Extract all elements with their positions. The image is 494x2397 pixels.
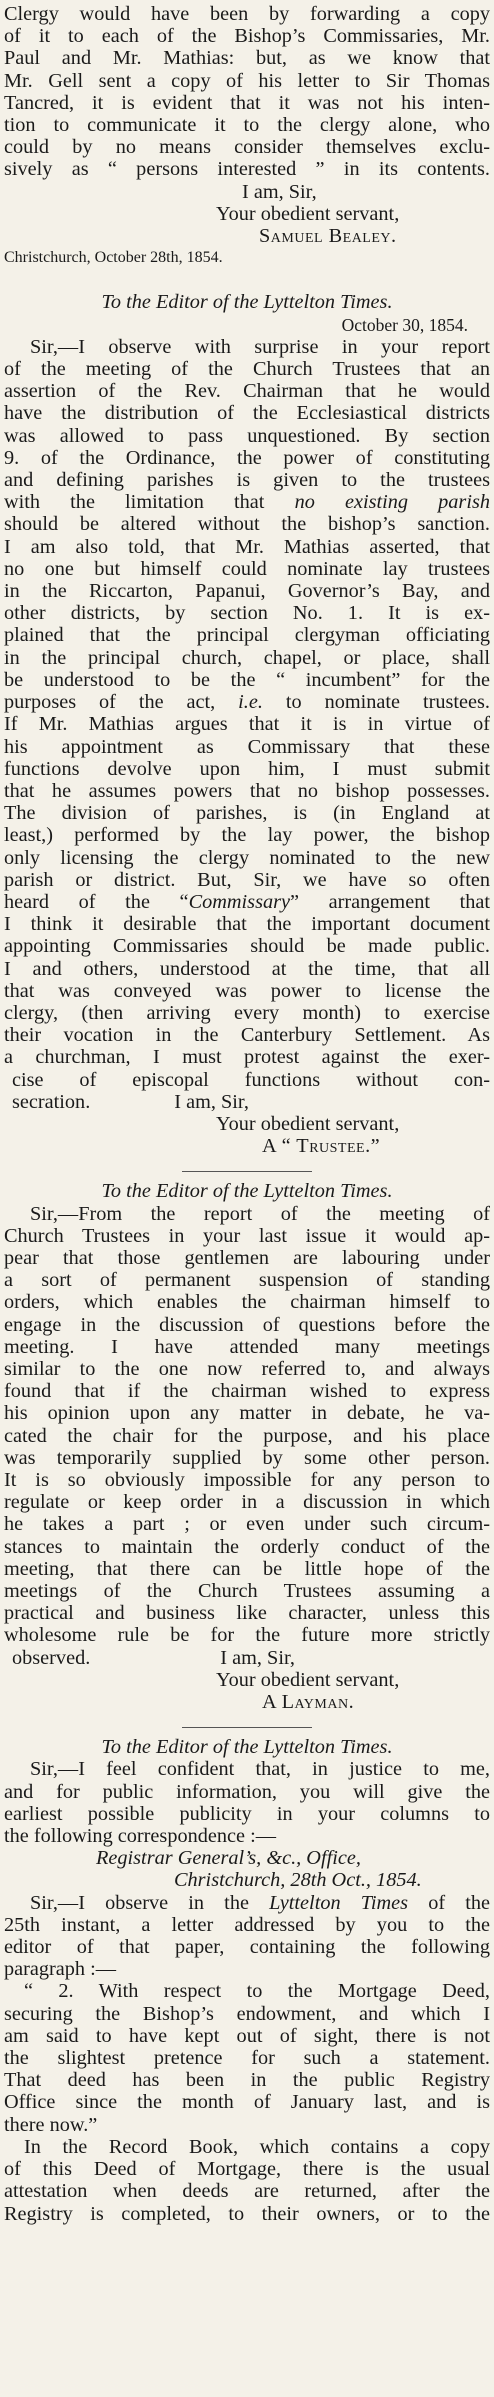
text-line: meeting, that there can be little hope of the xyxy=(4,1557,490,1580)
text-line: his appointment as Commissary that these xyxy=(4,735,490,758)
closing-salutation: I am, Sir, xyxy=(220,1646,295,1669)
closing-line: Your obedient servant, xyxy=(216,1668,400,1691)
text-line: of the meeting of the Church Trustees that an xyxy=(4,358,490,381)
letter-heading: To the Editor of the Lyttelton Times. xyxy=(101,1180,393,1203)
text-line: secration. I am, Sir, xyxy=(12,1090,249,1113)
emphasis: i.e. xyxy=(238,691,263,714)
text-line: Sir,—I observe in the Lyttelton Times of the xyxy=(30,1891,490,1914)
text-line: cated the chair for the purpose, and his place xyxy=(4,1424,490,1447)
emphasis: Commissary xyxy=(188,890,290,913)
text-line: tion to communicate it to the clergy alone, who xyxy=(4,114,490,137)
letter-layman xyxy=(4,1180,490,1713)
text-line: I think it desirable that the important document xyxy=(4,913,490,936)
text-line: Sir,—I observe with surprise in your report xyxy=(30,335,490,358)
closing-salutation: I am, Sir, xyxy=(242,180,317,203)
text-line: Sir,—I feel confident that, in justice to me, xyxy=(30,1758,490,1781)
text-line: engage in the discussion of questions before the xyxy=(4,1313,490,1336)
closing-line: Your obedient servant, xyxy=(216,1112,400,1135)
text-line: That deed has been in the public Registry xyxy=(4,2069,490,2092)
text-line: in the Riccarton, Papanui, Governor’s Bay, and xyxy=(4,580,490,603)
text-line: “ 2. With respect to the Mortgage Deed, xyxy=(24,1980,490,2003)
text-line: could by no means consider themselves exclu- xyxy=(4,136,490,159)
office-heading: Registrar General’s, &c., Office, xyxy=(96,1847,361,1870)
text-line: there now.” xyxy=(4,2113,98,2136)
text-line: least,) performed by the lay power, the bishop xyxy=(4,824,490,847)
text-line: 9. of the Ordinance, the power of constituting xyxy=(4,446,490,469)
text-line: his opinion upon any matter in debate, he va- xyxy=(4,1402,490,1425)
text-line: earliest possible publicity in your columns to xyxy=(4,1802,490,1825)
text-line: cise of episcopal functions without con- xyxy=(12,1068,490,1091)
text-line: wholesome rule be for the future more strictly xyxy=(4,1624,490,1647)
text-line: of this Deed of Mortgage, there is the usual xyxy=(4,2158,490,2181)
text-line: purposes of the act, i.e. to nominate trustees. xyxy=(4,691,490,714)
text-line: heard of the “Commissary” arrangement that xyxy=(4,890,490,913)
text-line: The division of parishes, is (in England at xyxy=(4,802,490,825)
text-line: Mr. Gell sent a copy of his letter to Sir Thomas xyxy=(4,69,490,92)
text-line: sively as “ persons interested ” in its contents. xyxy=(4,158,490,181)
text-line: Paul and Mr. Mathias: but, as we know that xyxy=(4,47,490,70)
text-line: parish or district. But, Sir, we have so often xyxy=(4,868,490,891)
text-line: regulate or keep order in a discussion in which xyxy=(4,1491,490,1514)
text-line: he takes a part ; or even under such circum- xyxy=(4,1513,490,1536)
text-line: be understood to be the “ incumbent” for the xyxy=(4,668,490,691)
text-line: a churchman, I must protest against the exer- xyxy=(4,1046,490,1069)
text-line: Registry is completed, to their owners, or to the xyxy=(4,2202,490,2225)
letter-bealey xyxy=(4,3,490,269)
text-line: securing the Bishop’s endowment, and which I xyxy=(4,2002,490,2025)
text-line: Church Trustees in your last issue it would ap- xyxy=(4,1224,490,1247)
text-line: It is so obviously impossible for any person to xyxy=(4,1469,490,1491)
signature: A Layman. xyxy=(262,1691,355,1714)
text-line: was temporarily supplied by some other person. xyxy=(4,1446,490,1469)
text-line: meetings of the Church Trustees assuming a xyxy=(4,1580,490,1603)
text-line: functions devolve upon him, I must submit xyxy=(4,757,490,780)
divider xyxy=(182,1727,312,1728)
text-line: that was conveyed was power to license the xyxy=(4,979,490,1002)
letter-date: October 30, 1854. xyxy=(341,314,468,335)
closing-salutation: I am, Sir, xyxy=(174,1090,249,1113)
text-line: in the principal church, chapel, or place, shall xyxy=(4,646,490,669)
text-line: of it to each of the Bishop’s Commissaries, Mr. xyxy=(4,25,490,48)
text-line: and defining parishes is given to the trustees xyxy=(4,469,490,492)
text-line: and for public information, you will give the xyxy=(4,1780,490,1803)
letter-heading: To the Editor of the Lyttelton Times. xyxy=(101,291,393,314)
text-line: am said to have kept out of sight, there is not xyxy=(4,2024,490,2047)
text-line: stances to maintain the orderly conduct of the xyxy=(4,1535,490,1558)
text-line: In the Record Book, which contains a copy xyxy=(24,2135,490,2158)
text-line: no one but himself could nominate lay trustees xyxy=(4,557,490,580)
text-line: practical and business like character, unless this xyxy=(4,1602,490,1625)
text-line: plained that the principal clergyman officiating xyxy=(4,624,490,647)
text-line: clergy, (then arriving every month) to exercise xyxy=(4,1001,490,1024)
text-line: found that if the chairman wished to express xyxy=(4,1380,490,1403)
emphasis: no existing parish xyxy=(294,491,490,514)
text-line: was allowed to pass unquestioned. By section xyxy=(4,424,490,447)
text-line: paragraph :— xyxy=(4,1958,117,1981)
text-line: If Mr. Mathias argues that it is in virtue of xyxy=(4,713,490,736)
text-line: similar to the one now referred to, and always xyxy=(4,1357,490,1380)
text-line: orders, which enables the chairman himself to xyxy=(4,1291,490,1314)
newspaper-title: Lyttelton Times xyxy=(269,1891,409,1914)
text-line: Office since the month of January last, and is xyxy=(4,2091,490,2114)
text-line: assertion of the Rev. Chairman that he would xyxy=(4,380,490,403)
text-line: editor of that paper, containing the following xyxy=(4,1936,490,1959)
divider xyxy=(182,1171,312,1172)
text-line: should be altered without the bishop’s sanction. xyxy=(4,513,490,536)
text-line: I am also told, that Mr. Mathias asserted, that xyxy=(4,535,490,558)
text-line: I and others, understood at the time, that all xyxy=(4,957,490,980)
signature: Samuel Bealey. xyxy=(259,225,397,248)
text-line: their vocation in the Canterbury Settlement. As xyxy=(4,1024,490,1047)
closing-line: Your obedient servant, xyxy=(216,202,400,225)
letter-registrar xyxy=(4,1736,490,2224)
letter-trustee xyxy=(4,291,490,1157)
text-line: appointing Commissaries should be made public. xyxy=(4,935,490,958)
text-line: Sir,—From the report of the meeting of xyxy=(30,1202,490,1225)
office-date: Christchurch, 28th Oct., 1854. xyxy=(174,1869,422,1892)
text-line: a sort of permanent suspension of standing xyxy=(4,1269,490,1292)
text-line: the slightest pretence for such a statement. xyxy=(4,2047,490,2070)
letter-heading: To the Editor of the Lyttelton Times. xyxy=(101,1736,393,1759)
text-line: only licensing the clergy nominated to the new xyxy=(4,846,490,869)
text-line: attestation when deeds are returned, after the xyxy=(4,2180,490,2203)
text-line: Clergy would have been by forwarding a copy xyxy=(4,3,490,25)
text-line: 25th instant, a letter addressed by you to the xyxy=(4,1913,490,1936)
text-line: the following correspondence :— xyxy=(4,1825,277,1848)
text-line: pear that those gentlemen are labouring under xyxy=(4,1246,490,1269)
text-line: other districts, by section No. 1. It is ex- xyxy=(4,602,490,625)
signature: A “ Trustee.” xyxy=(262,1135,381,1158)
text-line: meeting. I have attended many meetings xyxy=(4,1335,490,1358)
text-line: with the limitation that no existing parish xyxy=(4,491,490,514)
text-line: that he assumes powers that no bishop possesses. xyxy=(4,779,490,802)
text-line: Tancred, it is evident that it was not his inten- xyxy=(4,91,490,114)
text-line: observed. I am, Sir, xyxy=(12,1646,295,1669)
dateline: Christchurch, October 28th, 1854. xyxy=(4,249,223,267)
text-line: have the distribution of the Ecclesiastical districts xyxy=(4,402,490,425)
